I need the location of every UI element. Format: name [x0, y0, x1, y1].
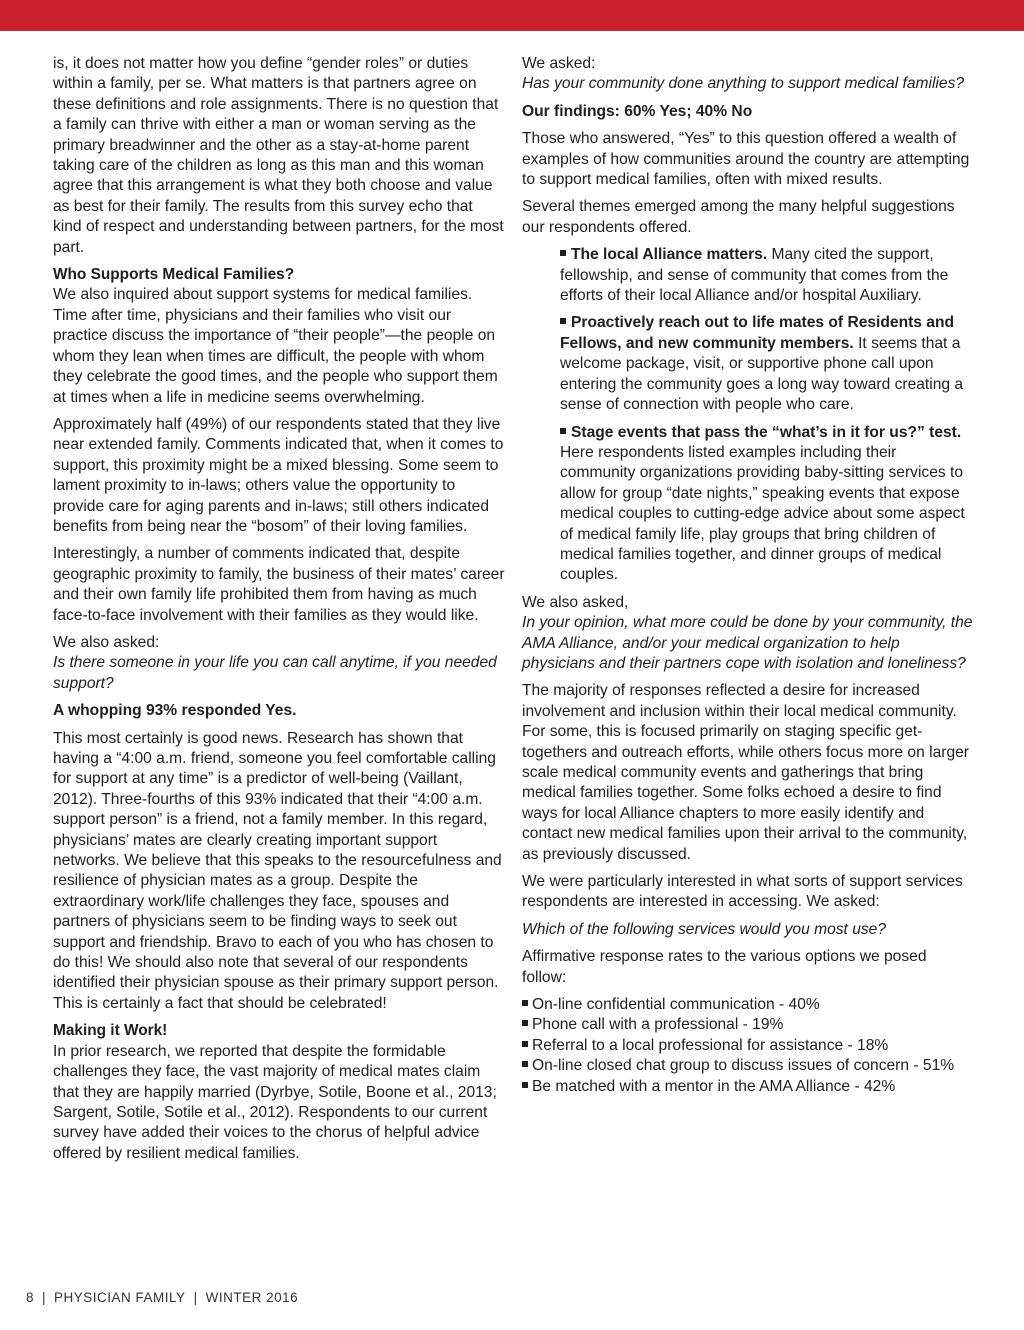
paragraph: The majority of responses reflected a desire for increased involvement and inclusion within their local medical community. For some, this is focused primarily on staging specific get-togethers and outreach efforts, while others focus more on larger scale medical community events and gatherings that bring medical families together. Some folks echoed a desire to find ways for local Alliance chapters to more easily identify and contact new medical families upon their arrival to the community, as previously discussed.: [522, 682, 969, 863]
page-number: 8: [26, 1290, 35, 1305]
theme-text: It seems that a welcome package, visit, or supportive phone call upon entering the community goes a long way toward creating a sense of connection with people who care.: [560, 334, 964, 414]
bullet-square-icon: [560, 428, 566, 434]
paragraph: We were particularly interested in what sorts of support services respondents are interested in accessing. We asked:: [522, 873, 963, 911]
list-item: [522, 1015, 974, 1035]
bullet-square-icon: [522, 1082, 528, 1088]
paragraph: This most certainly is good news. Research has shown that having a “4:00 a.m. friend, someone you feel comfortable calling for support at any time” is a predictor of well-being (Vaillant, 2012). Three-fourths of this 93% indicated that their “4:00 a.m. support person” is a friend, not a family member. In this regard, physicians’ mates are clearly creating important support networks. We believe that this speaks to the resourcefulness and resilience of physician mates as a group. Despite the extraordinary work/life challenges they face, spouses and partners of physicians seem to be finding ways to seek out support and friendship. Bravo to each of you who has chosen to do this! We should also note that several of our respondents identified their physician spouse as their primary support person. This is certainly a fact that should be celebrated!: [53, 729, 502, 1012]
asked-label: We asked:: [522, 55, 596, 72]
left-column: [53, 54, 505, 1171]
theme-title: The local Alliance matters.: [571, 246, 768, 264]
publication-name: PHYSICIAN FAMILY: [54, 1290, 186, 1305]
paragraph: is, it does not matter how you define “gender roles” or duties within a family, per se. What matters is that partners agree on these definitions and role assignments. There is no question that a family can thrive with either a man or woman serving as the primary breadwinner and the other as a stay-at-home parent taking care of the children as long as this man and this woman agree that this arrangement is what they both choose and value as best for their family. The results from this survey echo that kind of respect and understanding between partners, for the most part.: [53, 55, 504, 256]
survey-question: Is there someone in your life you can call anytime, if you needed support?: [53, 654, 497, 692]
page-footer: 8 | PHYSICIAN FAMILY | WINTER 2016: [26, 1290, 299, 1305]
theme-title: Proactively reach out to life mates of Residents and Fellows, and new community members.: [560, 314, 955, 352]
right-column: [522, 54, 974, 1097]
list-item: [522, 1056, 974, 1076]
list-item: [522, 1036, 974, 1056]
service-option: Referral to a local professional for assistance - 18%: [532, 1036, 889, 1054]
service-option: Phone call with a professional - 19%: [532, 1016, 784, 1034]
asked-label: We also asked:: [53, 633, 160, 651]
survey-question: In your opinion, what more could be done by your community, the AMA Alliance, and/or your medical organization to help physicians and their partners cope with isolation and loneliness?: [522, 614, 973, 672]
section-heading-making-it-work: Making it Work!: [53, 1022, 168, 1040]
paragraph: We also inquired about support systems for medical families. Time after time, physicians and their families who visit our practice discuss the importance of “their people”—the people on whom they lean when times are difficult, the people with whom they celebrate the good times, and the people who support them at times when a life in medicine seems overwhelming.: [53, 286, 498, 406]
service-option: Be matched with a mentor in the AMA Alliance - 42%: [532, 1077, 896, 1095]
paragraph: In prior research, we reported that despite the formidable challenges they face, the vast majority of medical mates claim that they are happily married (Dyrbye, Sotile, Boone et al., 2013; Sargent, Sotile, Sotile et al., 2012). Respondents to our current survey have added their voices to the chorus of helpful advice offered by resilient medical families.: [53, 1042, 497, 1162]
theme-title: Stage events that pass the “what’s in it for us?” test.: [571, 423, 962, 441]
theme-text: Here respondents listed examples including their community organizations providing baby-sitting services to allow for group “date nights,” speaking events that expose medical couples to cutting-edge advice about some aspect of medical family life, play groups that bring children of medical families together, and dinner groups of medical couples.: [560, 443, 965, 584]
top-red-bar: [0, 0, 1024, 31]
survey-question: Which of the following services would you most use?: [522, 920, 887, 938]
survey-finding: Our findings: 60% Yes; 40% No: [522, 102, 753, 120]
service-option: On-line closed chat group to discuss issues of concern - 51%: [532, 1057, 955, 1075]
list-item: [522, 995, 974, 1015]
bullet-square-icon: [560, 250, 566, 256]
services-list: [522, 995, 974, 1097]
theme-text: Many cited the support, fellowship, and sense of community that comes from the efforts of their local Alliance and/or hospital Auxiliary.: [560, 246, 949, 305]
paragraph: Approximately half (49%) of our respondents stated that they live near extended family. Comments indicated that, when it comes to support, this proximity might be a mixed blessing. Some seem to lament proximity to in-laws; others value the opportunity to provide care for aging parents and in-laws; still others indicated benefits from being near the “bosom” of their loving families.: [53, 415, 504, 535]
paragraph: Affirmative response rates to the various options we posed follow:: [522, 948, 927, 986]
list-item: [522, 1077, 974, 1097]
survey-question: Has your community done anything to support medical families?: [522, 75, 965, 93]
themes-list: [560, 245, 974, 586]
survey-finding: A whopping 93% responded Yes.: [53, 702, 297, 720]
service-option: On-line confidential communication - 40%: [532, 996, 820, 1014]
list-item: [560, 245, 974, 306]
bullet-square-icon: [560, 318, 566, 324]
paragraph: Those who answered, “Yes” to this question offered a wealth of examples of how communities around the country are attempting to support medical families, often with mixed results.: [522, 130, 970, 189]
bullet-square-icon: [522, 1041, 528, 1047]
bullet-square-icon: [522, 1000, 528, 1006]
bullet-square-icon: [522, 1061, 528, 1067]
bullet-square-icon: [522, 1020, 528, 1026]
list-item: [560, 423, 974, 586]
section-heading-support: Who Supports Medical Families?: [53, 266, 295, 284]
issue-date: WINTER 2016: [205, 1290, 299, 1305]
paragraph: Interestingly, a number of comments indicated that, despite geographic proximity to family, the business of their mates’ career and their own family life prohibited them from having as much face-to-face involvement with their families as they would like.: [53, 545, 505, 624]
asked-label: We also asked,: [522, 593, 629, 611]
paragraph: Several themes emerged among the many helpful suggestions our respondents offered.: [522, 198, 955, 236]
list-item: [560, 313, 974, 415]
